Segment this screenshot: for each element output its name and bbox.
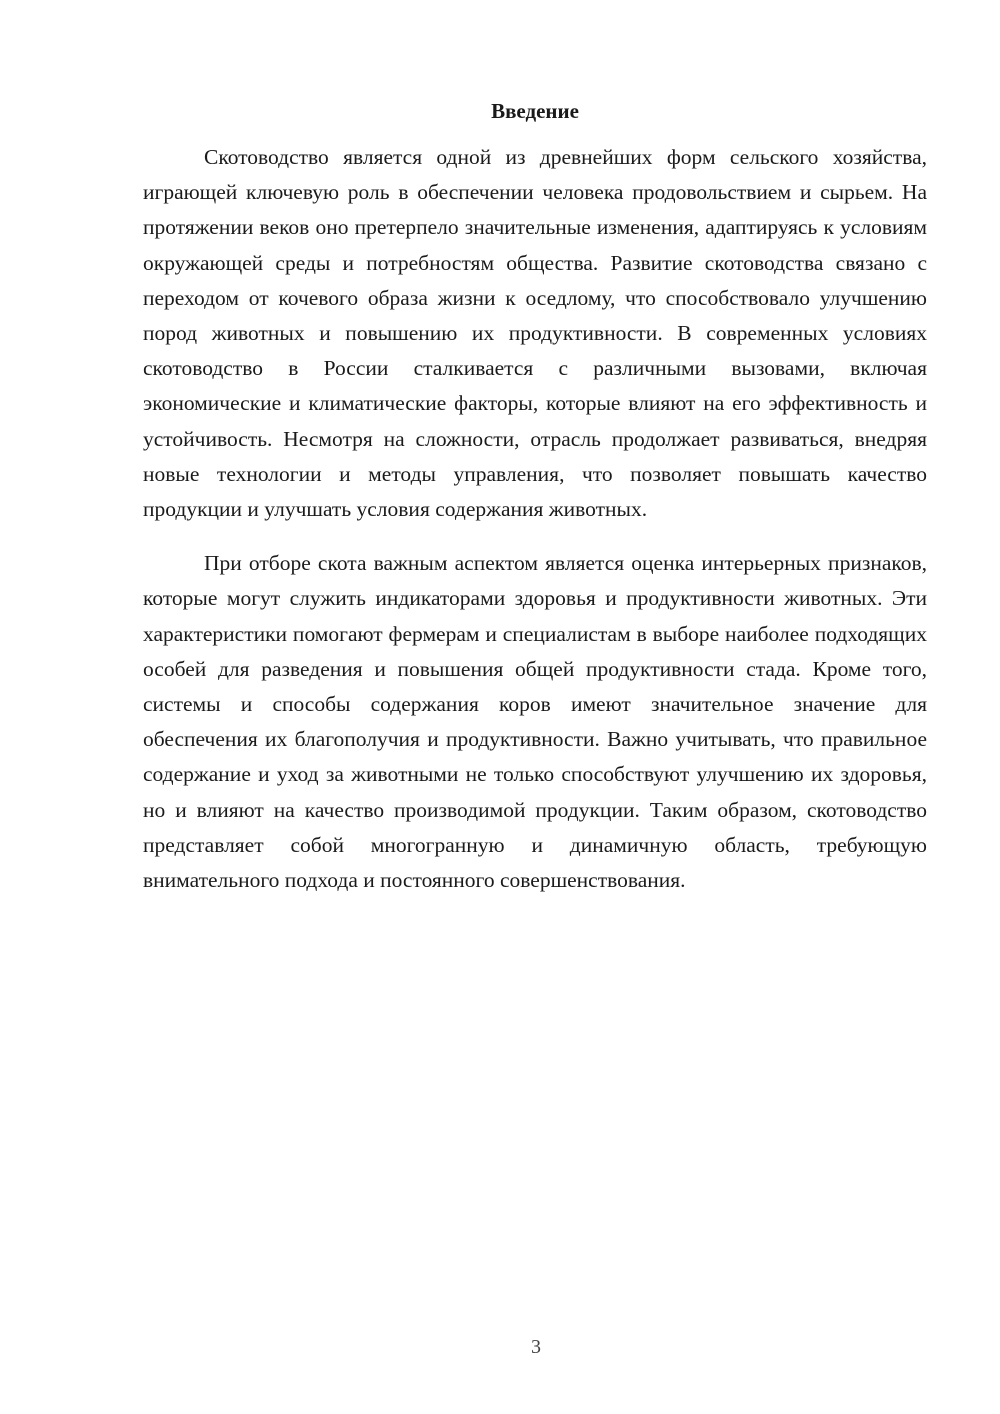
page-content (143, 94, 927, 898)
section-heading: Введение (491, 99, 579, 123)
page-number: 3 (531, 1336, 541, 1358)
paragraph-intro: Скотоводство является одной из древнейших форм сельского хозяйства, играющей ключевую роль в обеспечении человека продовольствием и сырьем. На протяжении веков оно претерпело значительные изменения, адаптируясь к условиям окружающей среды и потребностям общества. Развитие скотоводства связано с переходом от кочевого образа жизни к оседлому, что способствовало улучшению пород животных и повышению их продуктивности. В современных условиях скотоводство в России сталкивается с различными вызовами, включая экономические и климатические факторы, которые влияют на его эффективность и устойчивость. Несмотря на сложности, отрасль продолжает развиваться, внедряя новые технологии и методы управления, что позволяет повышать качество продукции и улучшать условия содержания животных. (143, 145, 927, 522)
paragraph-selection: При отборе скота важным аспектом является оценка интерьерных признаков, которые могут служить индикаторами здоровья и продуктивности животных. Эти характеристики помогают фермерам и специалистам в выборе наиболее подходящих особей для разведения и повышения общей продуктивности стада. Кроме того, системы и способы содержания коров имеют значительное значение для обеспечения их благополучия и продуктивности. Важно учитывать, что правильное содержание и уход за животными не только способствуют улучшению их здоровья, но и влияют на качество производимой продукции. Таким образом, скотоводство представляет собой многогранную и динамичную область, требующую внимательного подхода и постоянного совершенствования. (143, 551, 927, 893)
